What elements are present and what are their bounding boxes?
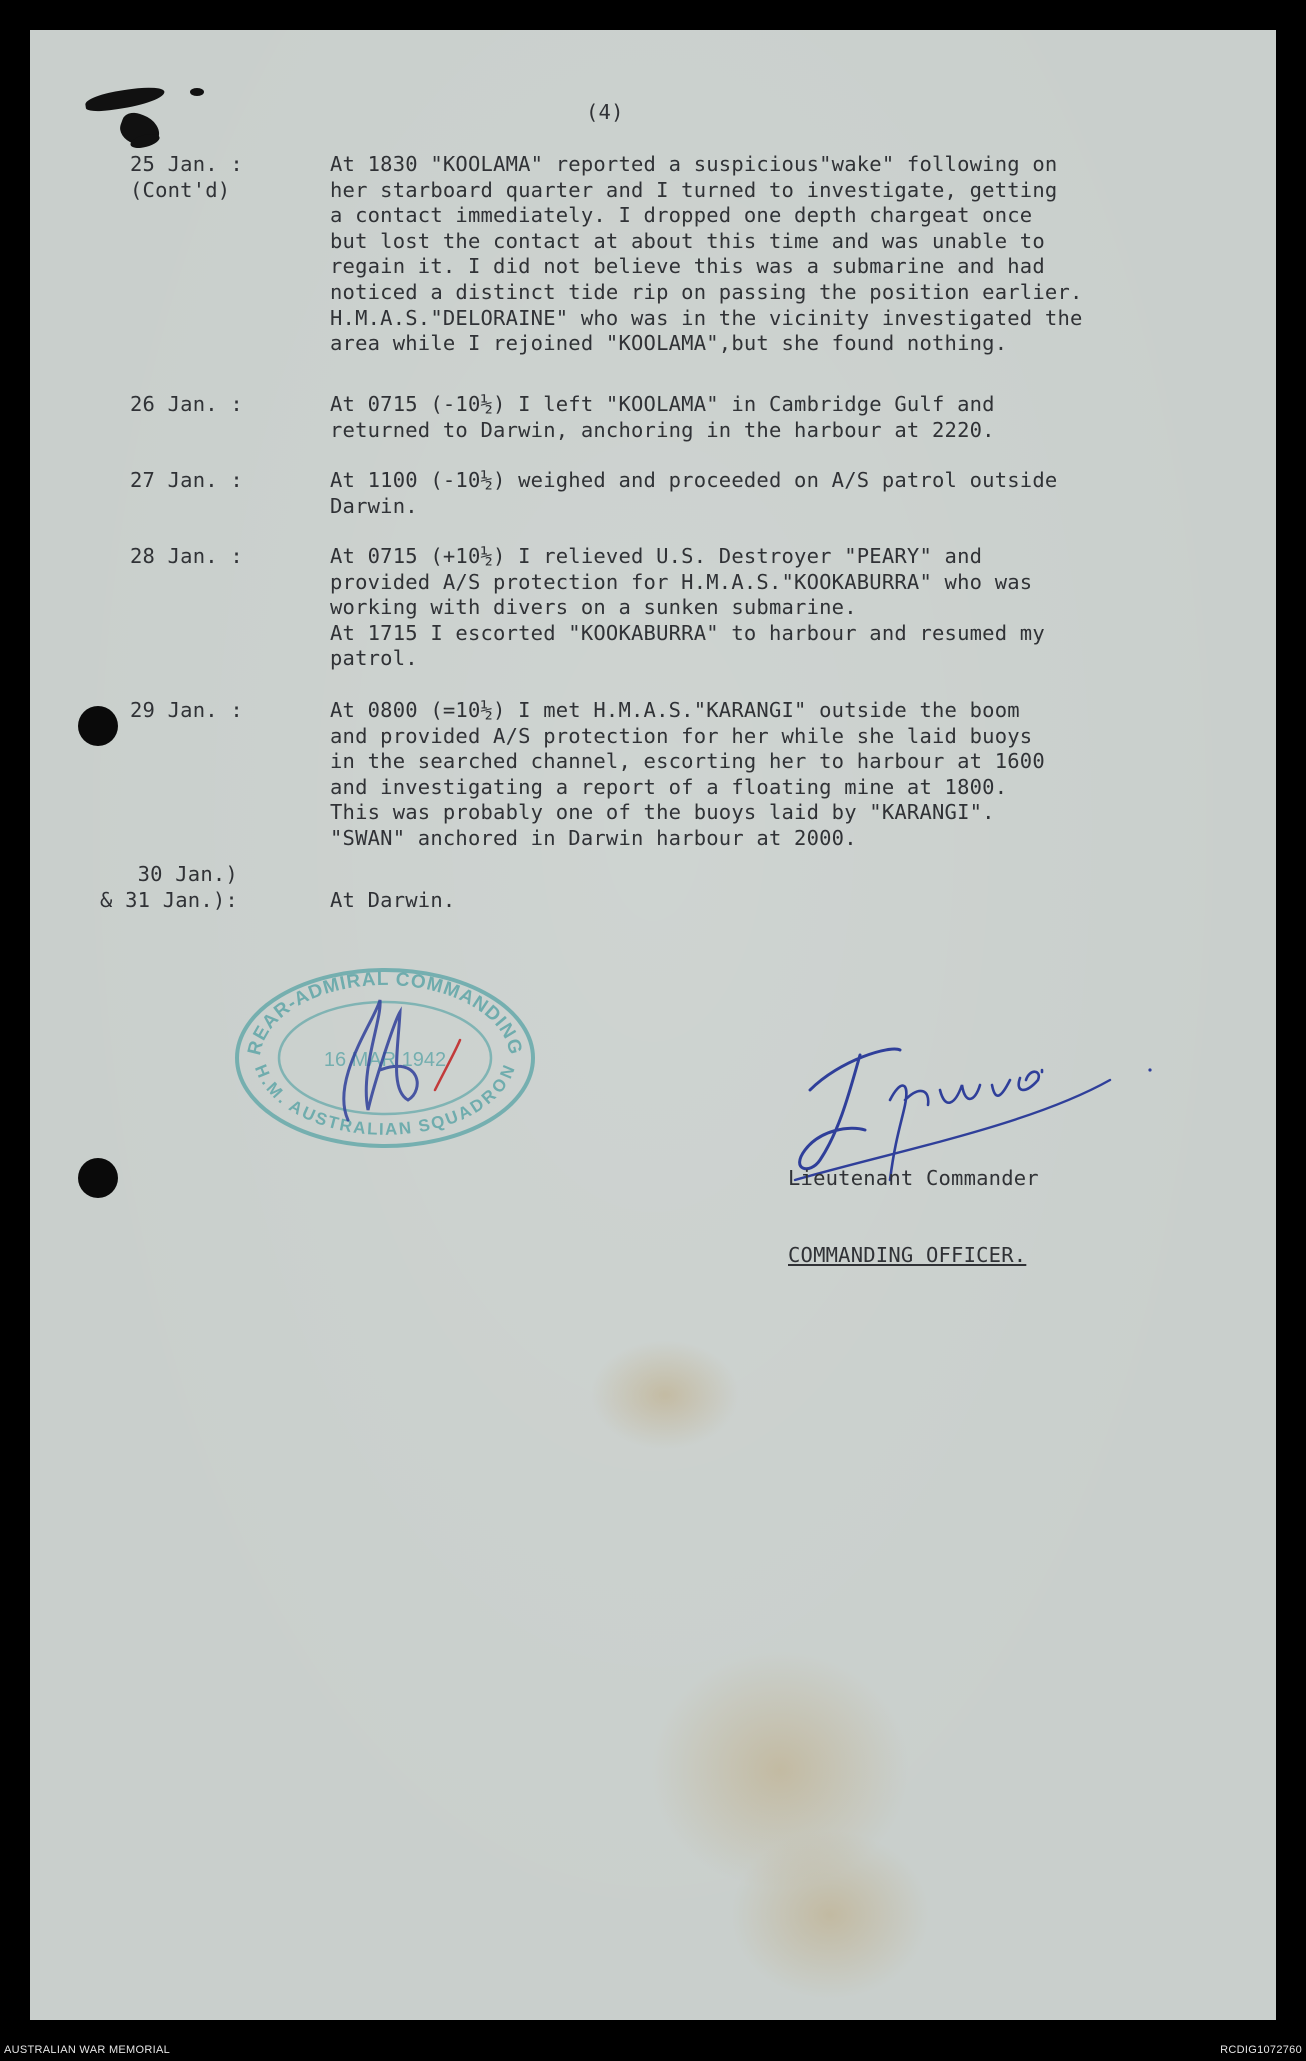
stamp-bottom-text: H.M. AUSTRALIAN SQUADRON bbox=[250, 1061, 520, 1139]
entry-text: At 1100 (-10½) weighed and proceeded on A/S patrol outside Darwin. bbox=[330, 468, 1058, 518]
archive-reference: RCDIG1072760 bbox=[1220, 2044, 1302, 2056]
svg-text:REAR-ADMIRAL COMMANDING bbox=[244, 969, 526, 1057]
log-entry bbox=[100, 862, 1230, 964]
tear-mark bbox=[84, 85, 166, 114]
log-entry bbox=[130, 698, 1260, 850]
log-entry bbox=[130, 544, 1260, 671]
stamp-date: 16 MAR 1942 bbox=[323, 1049, 447, 1071]
entry-text: At 0800 (=10½) I met H.M.A.S."KARANGI" outside the boom and provided A/S protection for her while she laid buoys in the searched channel, escorting her to harbour at 1600 and investigating a report of a floating mine at 1800. This was probably one of the buoys laid by "KARANGI". "SWAN" anchored in Darwin harbour at 2000. bbox=[330, 698, 1045, 850]
signatory-role: COMMANDING OFFICER. bbox=[788, 1242, 1027, 1267]
page-number: (4) bbox=[586, 100, 624, 124]
entry-text: At Darwin. bbox=[330, 887, 456, 912]
archive-credit: AUSTRALIAN WAR MEMORIAL bbox=[4, 2044, 171, 2056]
entry-text: At 1830 "KOOLAMA" reported a suspicious"wake" following on her starboard quarter and I turned to investigate, getting a contact immediately. I dropped one depth chargeat once but lost the contact at about this time and was unable to regain it. I did not believe this was a submarine and had noticed a distinct tide rip on passing the position earlier. H.M.A.S."DELORAINE" who was in the vicinity investigated the area while I rejoined "KOOLAMA",but she found nothing. bbox=[330, 152, 1083, 356]
signatory-rank: Lieutenant Commander bbox=[788, 1166, 1039, 1191]
entry-date: 27 Jan. : bbox=[130, 468, 243, 492]
signature-block bbox=[788, 1115, 1039, 1320]
punch-hole bbox=[78, 1158, 118, 1198]
entry-text: At 0715 (+10½) I relieved U.S. Destroyer "PEARY" and provided A/S protection for H.M.A.S."KOOKABURRA" who was working with divers on a sunken submarine. At 1715 I escorted "KOOKABURRA" to harbour and resumed my patrol. bbox=[330, 544, 1045, 671]
entry-date: 30 Jan.) & 31 Jan.): bbox=[100, 862, 238, 912]
paper-stain bbox=[730, 1830, 930, 2000]
paper-stain bbox=[590, 1340, 740, 1450]
entry-date: 29 Jan. : bbox=[130, 698, 243, 722]
entry-date: 25 Jan. : (Cont'd) bbox=[130, 152, 243, 202]
tear-mark bbox=[190, 88, 204, 96]
entry-date: 28 Jan. : bbox=[130, 544, 243, 568]
document-page bbox=[30, 30, 1276, 2020]
entry-text: At 0715 (-10½) I left "KOOLAMA" in Cambridge Gulf and returned to Darwin, anchoring in the harbour at 2220. bbox=[330, 392, 995, 442]
official-stamp bbox=[230, 960, 540, 1150]
stamp-top-text: REAR-ADMIRAL COMMANDING bbox=[244, 968, 526, 1058]
log-entry bbox=[130, 152, 1260, 356]
punch-hole bbox=[78, 706, 118, 746]
entry-date: 26 Jan. : bbox=[130, 392, 243, 416]
